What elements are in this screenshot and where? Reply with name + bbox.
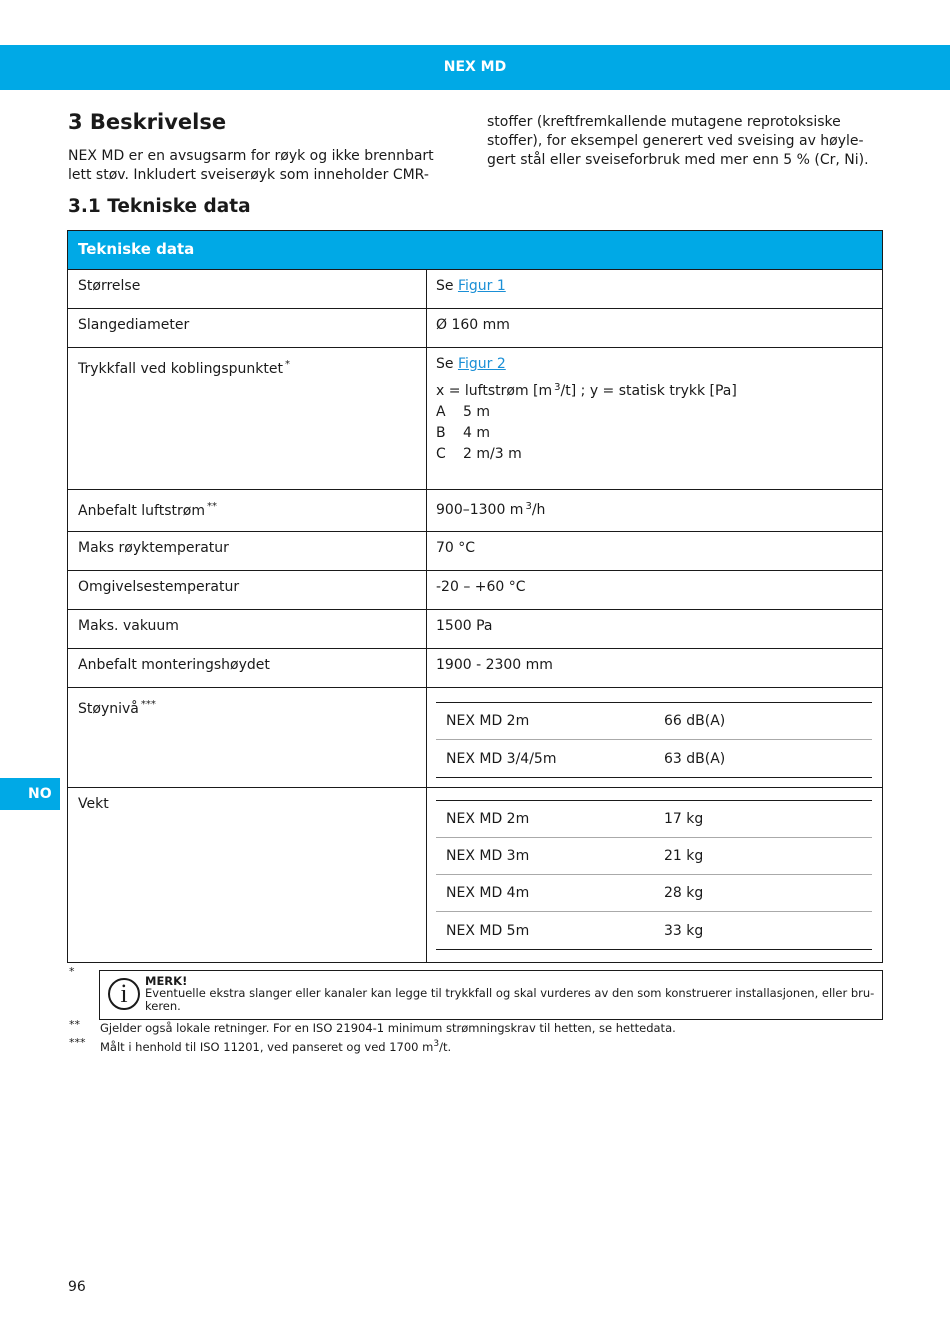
subsection-title: 3.1 Tekniske data [68, 196, 251, 217]
intro-text-right: stoffer (kreftfremkallende mutagene reprotoksiske stoffer), for eksempel generert ved sveising av høylegert stål eller sveiseforbruk med mer enn 5 % (Cr, Ni). [487, 114, 869, 168]
row-label: Vekt [68, 788, 427, 962]
row-label: Omgivelsestemperatur [68, 571, 427, 609]
legend-item: A 5 m [436, 404, 490, 420]
table-row-ambient-temperature [68, 571, 882, 610]
table-row-mounting-height [68, 649, 882, 688]
row-label: Anbefalt monteringshøydet [68, 649, 427, 687]
table-row-pressure [68, 348, 882, 490]
row-value [427, 688, 882, 787]
figure-2-link[interactable]: Figur 2 [457, 356, 506, 372]
table-row-vacuum [68, 610, 882, 649]
footnote-text-3: Målt i henhold til ISO 11201, ved panseret og ved 1700 $m^3/t$. [100, 1039, 452, 1054]
footnote-marker: ** [206, 501, 217, 512]
note-title: MERK! [145, 974, 188, 988]
intro-text-left: NEX MD er en avsugsarm for røyk og ikke brennbart lett støv. Inkludert sveiserøyk som inneholder CMR- [68, 148, 434, 183]
row-label: Slangediameter [68, 309, 427, 347]
row-label: Størrelse [68, 270, 427, 308]
row-value [427, 270, 882, 308]
legend-item: C 2 m/3 m [436, 446, 522, 462]
noise-subtable [436, 702, 872, 778]
row-value: Ø 160 mm [436, 317, 510, 333]
row-label: Maks. vakuum [68, 610, 427, 648]
legend-item: B 4 m [436, 425, 490, 441]
row-label: Maks røyktemperatur [68, 532, 427, 570]
footnote-text-2: Gjelder også lokale retninger. For en ISO 21904-1 minimum strømningskrav til hetten, se hettedata. [100, 1021, 676, 1035]
row-label: Støynivå *** [68, 688, 427, 787]
technical-data-table [67, 230, 883, 963]
page-number: 96 [68, 1279, 86, 1295]
table-row-noise-level [68, 688, 882, 788]
see-prefix: Se [436, 278, 454, 294]
row-value: 900–1300 m $^3$/h [436, 501, 546, 518]
axis-description: x = luftstrøm [m $^3$/t] ; y = statisk trykk [Pa] [436, 382, 737, 399]
row-label-text: Trykkfall ved koblingspunktet [78, 361, 283, 377]
language-tab: NO [0, 778, 60, 810]
note-text: Eventuelle ekstra slanger eller kanaler kan legge til trykkfall og skal vurderes av den som konstruerer installasjonen, eller brukeren. [145, 986, 875, 1013]
row-value: 70 °C [436, 540, 476, 556]
footnote-mark-1: * [69, 965, 75, 978]
header-bar [0, 45, 950, 90]
subtable-row: NEX MD 3/4/5m 63 dB(A) [446, 750, 726, 767]
row-value [427, 788, 882, 962]
footnote-marker: *** [140, 699, 156, 710]
footnote-marker: * [284, 359, 290, 370]
subtable-row: NEX MD 2m 17 kg [436, 801, 872, 838]
table-row-size [68, 270, 882, 309]
table-row-smoke-temperature [68, 532, 882, 571]
row-label: Anbefalt luftstrøm ** [68, 490, 427, 531]
subtable-row: NEX MD 3m 21 kg [436, 838, 872, 875]
table-row-hose [68, 309, 882, 348]
header-title: NEX MD [443, 59, 507, 75]
table-row-airflow [68, 490, 882, 532]
table-row-weight [68, 788, 882, 962]
table-header: Tekniske data [68, 231, 882, 270]
info-icon: i [108, 978, 140, 1010]
row-value [427, 348, 882, 489]
section-title: 3 Beskrivelse [68, 110, 227, 134]
row-label [68, 348, 427, 489]
row-value: 1900 - 2300 mm [436, 657, 553, 673]
subtable-row: NEX MD 4m 28 kg [436, 875, 872, 912]
figure-2-reference [436, 356, 873, 372]
row-value: -20 – +60 °C [436, 579, 526, 595]
subtable-row: NEX MD 2m 66 dB(A) [436, 703, 872, 740]
row-value: 1500 Pa [436, 618, 493, 634]
weight-subtable [436, 800, 872, 950]
figure-1-link[interactable]: Figur 1 [457, 278, 506, 294]
note-box [99, 970, 883, 1020]
subtable-row: NEX MD 5m 33 kg [446, 922, 704, 939]
footnote-mark-3: *** [69, 1036, 86, 1049]
see-prefix: Se [436, 356, 454, 372]
footnote-mark-2: ** [69, 1018, 80, 1031]
